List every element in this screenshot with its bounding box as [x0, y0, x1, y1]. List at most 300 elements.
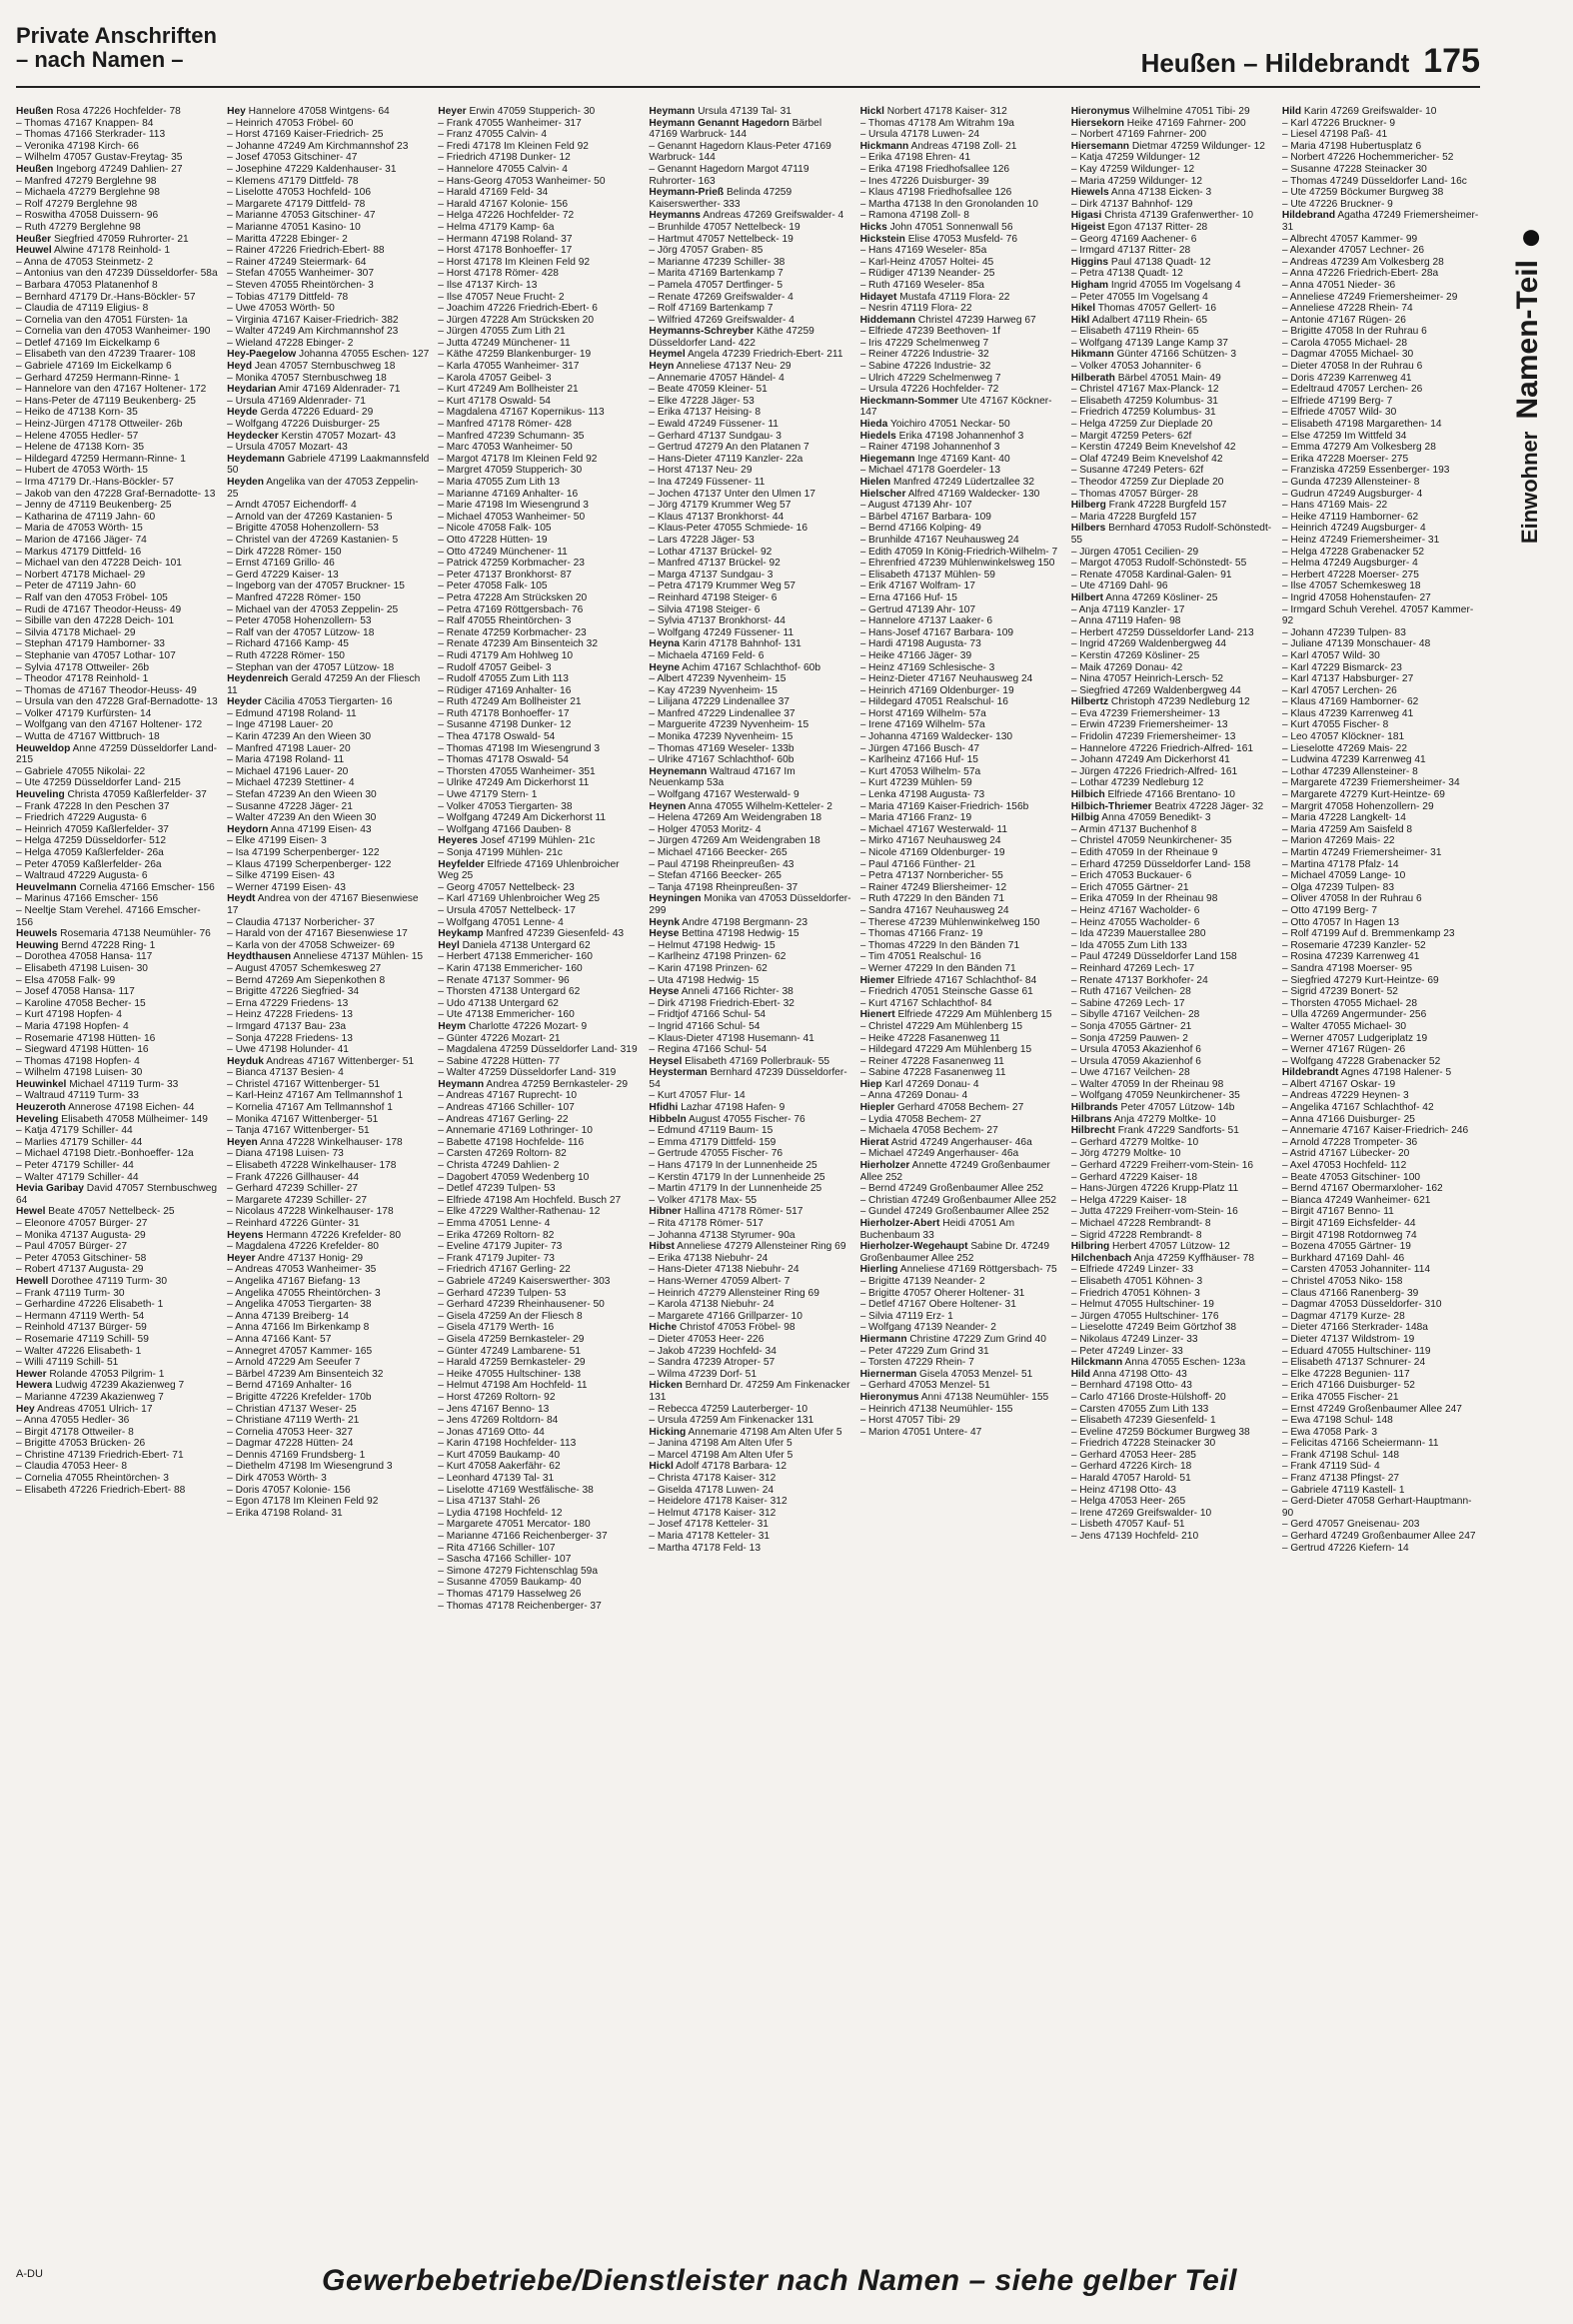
listing-entry [438, 1577, 641, 1589]
listing-entry [227, 1380, 430, 1392]
entry-details: – Rita 47166 Schiller- 107 [438, 1542, 556, 1554]
listing-entry [649, 940, 851, 952]
listing-entry [227, 292, 430, 304]
listing-entry [1071, 1473, 1274, 1485]
listing-entry [16, 222, 219, 234]
entry-details: Rosemaria 47138 Neumühler- 76 [57, 928, 211, 940]
entry-details: – Ralf van den 47053 Fröbel- 105 [16, 591, 168, 603]
listing-entry [649, 1531, 851, 1543]
surname: Heydarian [227, 384, 277, 396]
entry-details: – Michael 47249 Angerhauser- 46a [859, 1148, 1019, 1160]
surname: Hicken [649, 1380, 683, 1392]
listing-entry [860, 685, 1063, 697]
listing-entry [1282, 349, 1485, 361]
listing-entry [438, 361, 641, 373]
listing-entry [649, 604, 851, 616]
listing-entry [438, 835, 641, 847]
listing-entry [1282, 917, 1485, 929]
listing-entry [860, 1183, 1063, 1195]
listing-entry [227, 222, 430, 234]
entry-details: – Edith 47059 In König-Friedrich-Wilhelm- 7 [859, 546, 1058, 558]
entry-details: – Jürgen 47228 Am Strücksken 20 [438, 314, 595, 326]
entry-details: – Silvia 47178 Michael- 29 [16, 626, 136, 638]
listing-entry [1071, 940, 1274, 952]
listing-entry [649, 592, 851, 604]
listing-entry [438, 547, 641, 559]
surname: Heyduk [227, 1055, 264, 1067]
surname: Hiedels [859, 430, 896, 442]
listing-entry [438, 917, 641, 929]
name-range [1141, 42, 1480, 81]
listing-entry [1071, 928, 1274, 940]
entry-details: – Rita 47178 Römer- 517 [649, 1218, 764, 1229]
listing-entry [1282, 1450, 1485, 1462]
listing-entry [438, 1172, 641, 1184]
listing-entry [438, 338, 641, 350]
listing-entry [438, 685, 641, 697]
entry-details: – Ute 47259 Düsseldorfer Land- 215 [16, 777, 181, 789]
surname: Heußen [16, 163, 54, 175]
entry-details: – Klaus 47199 Scherpenberger- 122 [227, 858, 392, 870]
listing-entry [16, 1090, 219, 1102]
listing-entry [860, 719, 1063, 731]
listing-entry [227, 1009, 430, 1021]
entry-details: – Walter 47179 Schiller- 44 [16, 1171, 139, 1183]
listing-entry [16, 118, 219, 130]
listing-entry [1071, 419, 1274, 431]
listing-entry [227, 1067, 430, 1079]
entry-details: – Albert 47239 Nyvenheim- 15 [649, 673, 786, 685]
listing-entry [16, 882, 219, 894]
listing-entry [16, 604, 219, 616]
entry-details: – Ludwina 47239 Karrenweg 41 [1281, 754, 1426, 766]
listing-entry [1282, 164, 1485, 176]
listing-entry [16, 129, 219, 141]
entry-details: Bärbel 47169 Warbruck- 144 [649, 117, 822, 141]
entry-details: – Heinrich 47053 Fröbel- 60 [227, 117, 354, 129]
entry-details: – Thomas 47057 Bürger- 28 [1070, 488, 1198, 500]
entry-details: – Angelika 47167 Biefang- 13 [227, 1275, 361, 1287]
surname: Hewell [16, 1275, 49, 1287]
listing-entry [860, 673, 1063, 685]
listing-entry [1282, 1392, 1485, 1404]
entry-details: Gabriele 47199 Laakmannsfeld 50 [227, 453, 430, 477]
entry-details: – Klaus 47169 Hamborner- 62 [1281, 696, 1419, 708]
entry-details: – Ida 47239 Mauerstallee 280 [1070, 928, 1206, 940]
listing-entry [1071, 673, 1274, 685]
listing-entry [649, 766, 851, 789]
entry-details: – Torsten 47229 Rhein- 7 [859, 1357, 974, 1369]
entry-details: – Claus 47166 Ranenberg- 39 [1281, 1287, 1419, 1299]
listing-entry [227, 1334, 430, 1346]
entry-details: – Peter 47058 Hohenzollern- 53 [227, 615, 372, 627]
entry-details: – Therese 47239 Mühlenwinkelweg 150 [859, 916, 1040, 928]
entry-details: – Edeltraud 47057 Lerchen- 26 [1281, 384, 1423, 396]
listing-entry [1071, 465, 1274, 477]
entry-details: – Theodor 47259 Zur Dieplade 20 [1070, 477, 1224, 488]
listing-entry [1071, 963, 1274, 975]
listing-entry [16, 1322, 219, 1334]
entry-details: – Sandra 47239 Atroper- 57 [649, 1357, 776, 1369]
entry-details: – Sonja 47259 Pauwen- 2 [1070, 1032, 1188, 1044]
listing-entry [1071, 1125, 1274, 1137]
listing-entry [1282, 847, 1485, 859]
entry-details: – Simone 47279 Fichtenschlag 59a [438, 1565, 598, 1577]
entry-details: – Lothar 47137 Brückel- 92 [649, 546, 773, 558]
listing-entry [227, 535, 430, 547]
surname: Heyer [227, 1252, 256, 1264]
listing-entry [16, 257, 219, 269]
listing-entry [860, 1299, 1063, 1311]
entry-details: – Thomas 47179 Hasselweg 26 [438, 1589, 582, 1600]
entry-details: – Thomas 47178 Am Witrahm 19a [859, 117, 1014, 129]
listing-entry [860, 870, 1063, 882]
entry-details: Karl 47269 Donau- 4 [881, 1078, 979, 1090]
listing-entry [1282, 963, 1485, 975]
entry-details: – Ute 47169 Dahl- 96 [1070, 581, 1168, 592]
entry-details: – Horst 47178 Römer- 428 [438, 268, 559, 280]
listing-entry [438, 477, 641, 489]
entry-details: – Silvia 47198 Steiger- 6 [649, 603, 761, 615]
listing-entry [16, 199, 219, 211]
listing-entry [438, 570, 641, 581]
listing-entry [1071, 1090, 1274, 1102]
entry-details: – Michaela 47169 Feld- 6 [649, 649, 765, 661]
listing-entry [16, 1230, 219, 1242]
entry-details: Karin 47269 Greifswalder- 10 [1301, 106, 1437, 117]
listing-entry [860, 280, 1063, 292]
listing-entry [438, 1114, 641, 1126]
surname: Heynemann [649, 765, 708, 777]
listing-entry [16, 419, 219, 431]
entry-details: – Karlheinz 47166 Huf- 15 [859, 754, 978, 766]
surname: Hickstein [859, 233, 905, 245]
listing-entry [438, 1438, 641, 1450]
listing-entry [227, 234, 430, 246]
listing-entry [1282, 1380, 1485, 1392]
entry-details: – Ehrenfried 47239 Mühlenwinkelsweg 150 [859, 558, 1055, 570]
entry-details: – Peter 47249 Linzer- 33 [1070, 1345, 1183, 1357]
listing-entry [1282, 118, 1485, 130]
entry-details: – Helga 47259 Zur Dieplade 20 [1070, 419, 1213, 431]
entry-details: – Elke 47228 Jäger- 53 [649, 395, 755, 407]
entry-details: – Heinz 47169 Schlesische- 3 [859, 661, 995, 673]
entry-details: Elisabeth 47058 Mülheimer- 149 [58, 1113, 208, 1125]
entry-details: Elisabeth 47169 Pollerbrauk- 55 [682, 1055, 830, 1067]
listing-entry [649, 951, 851, 963]
listing-entry [649, 1264, 851, 1276]
listing-entry [860, 731, 1063, 743]
listing-entry [1282, 407, 1485, 419]
entry-details: – Michael 47053 Wanheimer- 50 [438, 511, 586, 523]
surname: Hieckmann-Sommer [859, 395, 959, 407]
entry-details: – Sabine 47226 Industrie- 32 [859, 361, 991, 373]
listing-entry [16, 1276, 219, 1288]
listing-entry [649, 1033, 851, 1045]
listing-entry [649, 268, 851, 280]
entry-details: – Jakob 47239 Hochfeld- 34 [649, 1345, 777, 1357]
listing-entry [1282, 998, 1485, 1010]
surname: Hilbrands [1070, 1102, 1118, 1114]
entry-details: – Karl 47229 Bismarck- 23 [1281, 661, 1402, 673]
listing-entry [1071, 349, 1274, 361]
listing-entry [1071, 1183, 1274, 1195]
surname: Hidayet [859, 291, 897, 303]
listing-entry [438, 164, 641, 176]
surname: Hilbert [1070, 591, 1103, 603]
listing-entry [860, 396, 1063, 419]
entry-details: – Wilhelm 47057 Gustav-Freytag- 35 [16, 152, 183, 164]
surname: Hiegemann [859, 453, 915, 465]
listing-entry [1071, 638, 1274, 650]
entry-details: – Gerhard 47229 Freiherr-vom-Stein- 16 [1070, 1160, 1254, 1172]
listing-entry [438, 1380, 641, 1392]
listing-entry [16, 465, 219, 477]
entry-details: – Cornelia van den 47051 Fürsten- 1a [16, 314, 188, 326]
entry-details: – Gundel 47249 Großenbaumer Allee 252 [859, 1206, 1049, 1218]
entry-details: – Dennis 47169 Frundsberg- 1 [227, 1449, 366, 1461]
listing-entry [649, 812, 851, 824]
surname: Heuzeroth [16, 1102, 66, 1114]
listing-entry [1282, 570, 1485, 581]
entry-details: – Karl 47057 Wild- 30 [1281, 649, 1380, 661]
entry-details: Hannelore 47058 Wintgens- 64 [245, 106, 390, 117]
surname: Hierholzer-Wegehaupt [859, 1241, 968, 1253]
listing-entry [1071, 1450, 1274, 1462]
listing-entry [860, 361, 1063, 373]
entry-details: – Hans 47179 In der Lunnenheide 25 [649, 1160, 817, 1172]
listing-entry [860, 558, 1063, 570]
listing-entry [16, 1044, 219, 1056]
listing-entry [1071, 650, 1274, 662]
listing-entry [1071, 1380, 1274, 1392]
listing-entry [649, 1369, 851, 1381]
listing-entry [227, 558, 430, 570]
entry-details: – Barbara 47053 Platanenhof 8 [16, 279, 158, 291]
listing-entry [227, 164, 430, 176]
entry-details: – Gerhardine 47226 Elisabeth- 1 [16, 1299, 164, 1311]
surname: Heyd [227, 361, 253, 373]
entry-details: – Marcel 47198 Am Alten Ufer 5 [649, 1449, 793, 1461]
entry-details: Siegfried 47059 Ruhrorter- 21 [51, 233, 189, 245]
listing-entry [227, 1148, 430, 1160]
listing-entry [649, 1183, 851, 1195]
entry-details: – Roswitha 47058 Duissern- 96 [16, 210, 159, 222]
listing-entry [649, 1288, 851, 1300]
listing-entry [227, 176, 430, 188]
entry-details: – Marinus 47166 Emscher- 156 [16, 893, 159, 905]
region-tag: A-DU [16, 2268, 43, 2280]
listing-entry [16, 986, 219, 998]
entry-details: – Diethelm 47198 Im Wiesengrund 3 [227, 1461, 393, 1473]
entry-details: – Bernd 47169 Anhalter- 16 [227, 1380, 352, 1392]
entry-details: – Steven 47055 Rheintörchen- 3 [227, 279, 374, 291]
entry-details: – Karola 47057 Geibel- 3 [438, 372, 552, 384]
section-title [16, 24, 217, 72]
listing-entry [438, 1461, 641, 1473]
entry-details: – Arnold 47229 Am Seeufer 7 [227, 1357, 361, 1369]
entry-details: Agnes 47198 Halener- 5 [1338, 1067, 1452, 1079]
listing-entry [16, 547, 219, 559]
entry-details: – Jürgen 47055 Hultschiner- 176 [1070, 1310, 1219, 1322]
listing-entry [438, 940, 641, 952]
entry-details: – Birgit 47169 Eichsfelder- 44 [1281, 1218, 1416, 1229]
listing-entry [860, 743, 1063, 755]
entry-details: – Margarete 47179 Dittfeld- 78 [227, 198, 366, 210]
entry-details: – Inge 47198 Lauer- 20 [227, 719, 334, 731]
listing-entry [860, 893, 1063, 905]
entry-details: – Detlef 47169 Im Eickelkamp 6 [16, 337, 160, 349]
surname: Hicking [649, 1426, 687, 1438]
listing-entry [1071, 1195, 1274, 1207]
entry-details: August 47055 Fischer- 76 [686, 1113, 805, 1125]
entry-details: Annette 47249 Großenbaumer Allee 252 [859, 1160, 1050, 1183]
listing-entry [1071, 268, 1274, 280]
listing-entry [227, 384, 430, 396]
entry-details: – Sonja 47055 Gärtner- 21 [1070, 1020, 1192, 1032]
listing-entry [1282, 176, 1485, 188]
entry-details: – Rainer 47198 Johannenhof 3 [859, 442, 1000, 454]
listing-entry [16, 384, 219, 396]
entry-details: Anna 47059 Benedikt- 3 [1099, 812, 1211, 824]
listing-entry [860, 442, 1063, 454]
listing-entry [16, 1473, 219, 1485]
entry-details: – Horst 47057 Tibi- 29 [859, 1415, 960, 1427]
entry-details: Gerald 47259 An der Fliesch 11 [227, 673, 421, 696]
entry-details: Dorothee 47119 Turm- 30 [48, 1275, 168, 1287]
entry-details: – Wutta de 47167 Wittbruch- 18 [16, 731, 160, 743]
entry-details: – Kurt 47057 Flur- 14 [649, 1090, 746, 1102]
listing-entry [1071, 870, 1274, 882]
listing-entry [860, 754, 1063, 766]
listing-entry [1071, 1288, 1274, 1300]
entry-details: – Helmut 47055 Hultschiner- 19 [1070, 1299, 1214, 1311]
entry-details: – Heike 47166 Jäger- 39 [859, 649, 972, 661]
entry-details: – Tim 47051 Realschul- 16 [859, 951, 981, 963]
listing-entry [438, 1218, 641, 1230]
listing-entry [649, 1021, 851, 1033]
entry-details: – Rolf 47169 Bartenkamp 7 [649, 303, 774, 315]
listing-entry [1282, 1253, 1485, 1265]
listing-entry [1071, 1496, 1274, 1508]
listing-entry [1282, 685, 1485, 697]
listing-entry [649, 662, 851, 674]
listing-entry [649, 570, 851, 581]
listing-entry [227, 1264, 430, 1276]
listing-entry [860, 1056, 1063, 1068]
listing-entry [1282, 257, 1485, 269]
entry-details: – Juliane 47139 Monschauer- 48 [1281, 638, 1431, 650]
listing-entry [438, 847, 641, 859]
listing-entry [1071, 1264, 1274, 1276]
surname: Hildebrandt [1281, 1067, 1339, 1079]
entry-details: – Hannelore 47055 Calvin- 4 [438, 163, 568, 175]
listing-entry [16, 719, 219, 731]
listing-entry [860, 199, 1063, 211]
entry-details: – Marguerite 47239 Nyvenheim- 15 [649, 719, 809, 731]
entry-details: – Klaus-Dieter 47198 Husemann- 41 [649, 1032, 814, 1044]
entry-details: – Ursula van den 47228 Graf-Bernadotte- 13 [16, 696, 218, 708]
entry-details: – Katharina de 47119 Jahn- 60 [16, 511, 156, 523]
listing-entry [1282, 500, 1485, 512]
listing-entry [649, 1102, 851, 1114]
entry-details: – Nesrin 47119 Flora- 22 [859, 303, 972, 315]
listing-entry [860, 1044, 1063, 1056]
entry-details: – Karl 47226 Bruckner- 9 [1281, 117, 1396, 129]
entry-details: – Veronika 47198 Kirch- 66 [16, 140, 139, 152]
surname: Hikmann [1070, 349, 1114, 361]
entry-details: Frank 47228 Burgfeld 157 [1105, 500, 1227, 512]
entry-details: – Karl 47057 Lerchen- 26 [1281, 684, 1397, 696]
surname: Higasi [1070, 210, 1102, 222]
entry-details: – Liselotte 47169 Westfälische- 38 [438, 1484, 594, 1496]
entry-details: Peter 47057 Lützow- 14b [1117, 1102, 1235, 1114]
entry-details: – Otto 47249 Münchener- 11 [438, 546, 568, 558]
listing-entry [1282, 535, 1485, 547]
entry-details: – Anna 47166 Im Birkenkamp 8 [227, 1322, 370, 1334]
listing-entry [649, 870, 851, 882]
entry-details: – Bernd 47249 Großenbaumer Allee 252 [859, 1183, 1044, 1195]
entry-details: Christine 47229 Zum Grind 40 [906, 1333, 1046, 1345]
listing-entry [438, 1346, 641, 1358]
entry-details: Alwine 47178 Reinhold- 1 [51, 245, 171, 257]
surname: Hiep [859, 1078, 882, 1090]
surname: Hieronymus [1070, 106, 1130, 117]
listing-entry [1282, 1160, 1485, 1172]
entry-details: – Hans-Peter de 47119 Beukenberg- 25 [16, 395, 196, 407]
entry-details: – Bernhard 47198 Otto- 43 [1070, 1380, 1192, 1392]
entry-details: – Elisabeth 47226 Friedrich-Ebert- 88 [16, 1484, 186, 1496]
entry-details: Beate 47057 Nettelbeck- 25 [45, 1206, 175, 1218]
entry-details: – Giselda 47178 Luwen- 24 [649, 1484, 775, 1496]
entry-details: – Ruth 47178 Bonhoeffer- 17 [438, 707, 570, 719]
entry-details: – Otto 47199 Berg- 7 [1281, 904, 1377, 916]
surname: Hevia Garibay [16, 1183, 84, 1195]
surname: Heyl [438, 939, 460, 951]
listing-entry [16, 1438, 219, 1450]
entry-details: – Ingeborg van der 47057 Bruckner- 15 [227, 581, 405, 592]
entry-details: Thomas 47057 Gellert- 16 [1095, 303, 1217, 315]
listing-entry [649, 719, 851, 731]
surname: Hiche [649, 1322, 678, 1334]
listing-entry [16, 940, 219, 952]
entry-details: – Margarete 47051 Mercator- 180 [438, 1519, 591, 1531]
listing-column [227, 106, 430, 2234]
entry-details: – Gisela 47259 An der Fliesch 8 [438, 1310, 583, 1322]
entry-details: – Erika 47198 Roland- 31 [227, 1507, 343, 1519]
surname: Hiersekorn [1070, 117, 1124, 129]
entry-details: Alfred 47169 Waldecker- 130 [905, 488, 1040, 500]
entry-details: – Martha 47178 Feld- 13 [649, 1542, 761, 1554]
entry-details: – Friedrich 47167 Gerling- 22 [438, 1264, 571, 1276]
listing-entry [860, 975, 1063, 987]
listing-entry [1282, 1485, 1485, 1497]
listing-entry [438, 1206, 641, 1218]
entry-details: – Frank 47226 Gillhauser- 44 [227, 1171, 360, 1183]
listing-entry [649, 928, 851, 940]
listing-entry [649, 1473, 851, 1485]
listing-entry [438, 1253, 641, 1265]
entry-details: – Michael 47196 Lauer- 20 [227, 765, 349, 777]
entry-details: – Volker 47053 Tiergarten- 38 [438, 800, 573, 812]
listing-entry [649, 292, 851, 304]
entry-details: – Elisabeth 47137 Mühlen- 59 [859, 569, 995, 581]
listing-entry [16, 361, 219, 373]
listing-entry [438, 106, 641, 118]
entry-details: – Franz 47138 Pfingst- 27 [1281, 1473, 1400, 1485]
entry-details: Bernhard 47239 Düsseldorfer- 54 [649, 1067, 847, 1090]
entry-details: – Ruth 47167 Veilchen- 28 [1070, 986, 1191, 998]
